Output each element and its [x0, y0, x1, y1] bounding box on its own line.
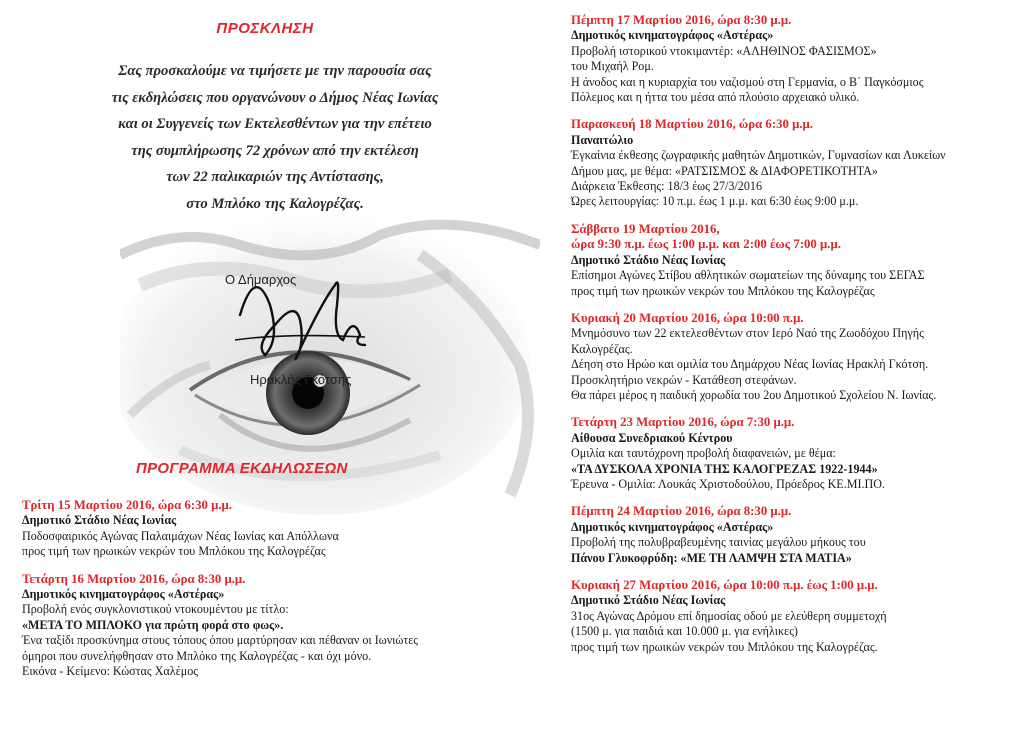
event-time: ώρα 9:30 π.μ. έως 1:00 μ.μ. και 2:00 έως 7:00 μ.μ.: [571, 237, 841, 252]
event-text: Έγκαίνια έκθεσης ζωγραφικής μαθητών Δημοτικών, Γυμνασίων και Λυκείων: [571, 148, 946, 163]
mayor-name: Ηρακλής Γκότσης: [250, 372, 352, 387]
event-text: Προβολή της πολυβραβευμένης ταινίας μεγάλου μήκους του: [571, 535, 866, 550]
event-item: [22, 498, 527, 560]
event-venue: Αίθουσα Συνεδριακού Κέντρου: [571, 430, 733, 445]
event-text: 31ος Αγώνας Δρόμου επί δημοσίας οδού με ελεύθερη συμμετοχή: [571, 608, 887, 623]
event-text: (1500 μ. για παιδιά και 10.000 μ. για ενήλικες): [571, 624, 798, 639]
event-text: όμηροι που συνελήφθησαν στο Μπλόκο της Καλογρέζας - και όχι μόνο.: [22, 648, 372, 663]
event-venue: Δημοτικός κινηματογράφος «Αστέρας»: [571, 28, 774, 43]
event-text: Καλογρέζας.: [571, 341, 633, 356]
event-venue: Δημοτικός κινηματογράφος «Αστέρας»: [22, 587, 225, 602]
event-venue: Παναιτώλιο: [571, 132, 634, 147]
event-item: [571, 415, 1021, 492]
event-venue: Δημοτικό Στάδιο Νέας Ιωνίας: [571, 593, 726, 608]
event-text: Ποδοσφαιρικός Αγώνας Παλαιμάχων Νέας Ιωνίας και Απόλλωνα: [22, 528, 339, 543]
event-text: Ομιλία και ταυτόχρονη προβολή διαφανειών, με θέμα:: [571, 446, 836, 461]
event-date: Τετάρτη 16 Μαρτίου 2016, ώρα 8:30 μ.μ.: [22, 571, 246, 586]
event-item: [22, 572, 527, 680]
event-date: Τρίτη 15 Μαρτίου 2016, ώρα 6:30 μ.μ.: [22, 498, 232, 512]
event-date: Κυριακή 27 Μαρτίου 2016, ώρα 10:00 π.μ. έως 1:00 μ.μ.: [571, 578, 878, 592]
event-date: Πέμπτη 24 Μαρτίου 2016, ώρα 8:30 μ.μ.: [571, 504, 792, 519]
event-text: προς τιμή των ηρωικών νεκρών του Μπλόκου της Καλογρέζας: [22, 544, 326, 559]
event-text: Δήμου μας, με θέμα: «ΡΑΤΣΙΣΜΟΣ & ΔΙΑΦΟΡΕΤΙΚΟΤΗΤΑ»: [571, 163, 878, 178]
event-text: «ΤΑ ΔΥΣΚΟΛΑ ΧΡΟΝΙΑ ΤΗΣ ΚΑΛΟΓΡΕΖΑΣ 1922-1944»: [571, 461, 878, 476]
event-text: Πόλεμος και η ήττα του μέσα από πλούσιο αρχειακό υλικό.: [571, 90, 860, 105]
event-text: «ΜΕΤΑ ΤΟ ΜΠΛΟΚΟ για πρώτη φορά στο φως».: [22, 617, 284, 632]
event-item: [571, 311, 1021, 403]
events-left-list: [22, 498, 527, 691]
event-text: Προβολή ενός συγκλονιστικού ντοκουμέντου με τίτλο:: [22, 602, 289, 617]
event-text: Ώρες λειτουργίας: 10 π.μ. έως 1 μ.μ. και 6:30 έως 9:00 μ.μ.: [571, 194, 859, 209]
event-text: Θα πάρει μέρος η παιδική χορωδία του 2ου Δημοτικού Σχολείου Ν. Ιωνίας.: [571, 387, 937, 402]
event-venue: Δημοτικός κινηματογράφος «Αστέρας»: [571, 519, 774, 534]
mayor-title: Ο Δήμαρχος: [225, 272, 297, 287]
event-text: Πάνου Γλυκοφρύδη: «ΜΕ ΤΗ ΛΑΜΨΗ ΣΤΑ ΜΑΤΙΑ»: [571, 550, 852, 565]
event-date: Σάββατο 19 Μαρτίου 2016,: [571, 221, 720, 236]
invitation-line: των 22 παλικαριών της Αντίστασης,: [166, 169, 384, 185]
event-text: Διάρκεια Έκθεσης: 18/3 έως 27/3/2016: [571, 179, 762, 194]
event-item: [571, 504, 1021, 566]
invitation-line: και οι Συγγενείς των Εκτελεσθέντων για την επέτειο: [118, 116, 432, 132]
event-text: Έρευνα - Ομιλία: Λουκάς Χριστοδούλου, Πρόεδρος ΚΕ.ΜΙ.ΠΟ.: [571, 476, 886, 491]
event-text: του Μιχαήλ Ρομ.: [571, 59, 654, 74]
event-item: [571, 13, 1021, 105]
mayor-signature: [225, 245, 375, 375]
invitation-title: ΠΡΟΣΚΛΗΣΗ: [216, 20, 314, 37]
event-text: Μνημόσυνο των 22 εκτελεσθέντων στον Ιερό Ναό της Ζωοδόχου Πηγής: [571, 326, 924, 341]
invitation-line: Σας προσκαλούμε να τιμήσετε με την παρουσία σας: [118, 63, 432, 79]
events-right-list: [571, 13, 1021, 667]
event-item: [571, 117, 1021, 209]
event-date: Τετάρτη 23 Μαρτίου 2016, ώρα 7:30 μ.μ.: [571, 415, 795, 430]
event-text: Προβολή ιστορικού ντοκιμαντέρ: «ΑΛΗΘΙΝΟΣ ΦΑΣΙΣΜΟΣ»: [571, 43, 877, 58]
event-text: προς τιμή των ηρωικών νεκρών του Μπλόκου της Καλογρέζας: [571, 283, 875, 298]
invitation-line: της συμπλήρωσης 72 χρόνων από την εκτέλεση: [131, 142, 419, 159]
event-text: Δέηση στο Ηρώο και ομιλία του Δημάρχου Νέας Ιωνίας Ηρακλή Γκότση.: [571, 357, 929, 372]
event-text: Ένα ταξίδι προσκύνημα στους τόπους όπου μαρτύρησαν και πέθαναν οι Ιωνιώτες: [22, 633, 419, 648]
event-text: Εικόνα - Κείμενο: Κώστας Χαλέμος: [22, 664, 199, 679]
invitation-line: στο Μπλόκο της Καλογρέζας.: [186, 195, 364, 212]
event-venue: Δημοτικό Στάδιο Νέας Ιωνίας: [22, 513, 177, 528]
event-date: Κυριακή 20 Μαρτίου 2016, ώρα 10:00 π.μ.: [571, 310, 804, 325]
invitation-text: [40, 58, 510, 217]
event-date: Πέμπτη 17 Μαρτίου 2016, ώρα 8:30 μ.μ.: [571, 13, 792, 27]
event-item: [571, 222, 1021, 299]
program-title: ΠΡΟΓΡΑΜΜΑ ΕΚΔΗΛΩΣΕΩΝ: [136, 460, 348, 477]
event-text: Επίσημοι Αγώνες Στίβου αθλητικών σωματείων της δύναμης του ΣΕΓΑΣ: [571, 268, 925, 283]
event-text: Η άνοδος και η κυριαρχία του ναζισμού στη Γερμανία, ο Β΄ Παγκόσμιος: [571, 74, 924, 89]
event-text: Προσκλητήριο νεκρών - Κατάθεση στεφάνων.: [571, 372, 797, 387]
event-venue: Δημοτικό Στάδιο Νέας Ιωνίας: [571, 252, 726, 267]
event-item: [571, 578, 1021, 655]
event-date: Παρασκευή 18 Μαρτίου 2016, ώρα 6:30 μ.μ.: [571, 117, 813, 132]
event-text: προς τιμή των ηρωικών νεκρών του Μπλόκου της Καλογρέζας.: [571, 639, 878, 654]
invitation-line: τις εκδηλώσεις που οργανώνουν ο Δήμος Νέας Ιωνίας: [111, 89, 439, 106]
